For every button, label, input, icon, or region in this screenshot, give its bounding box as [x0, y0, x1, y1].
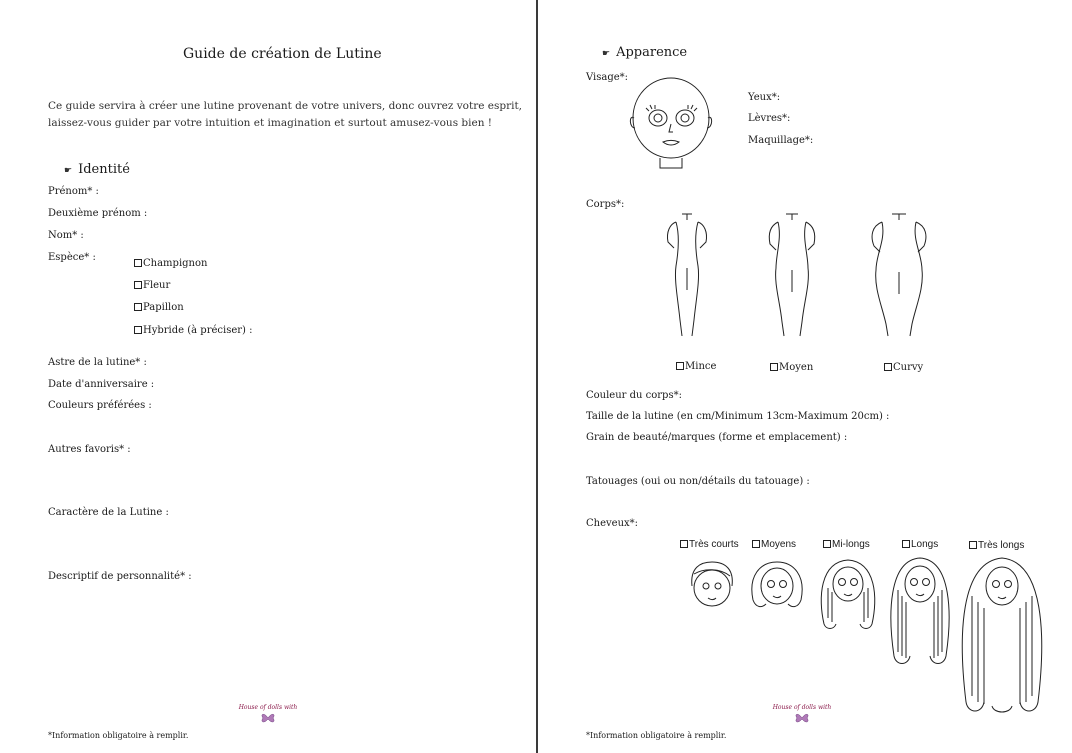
deuxieme-prenom-label: Deuxième prénom : [48, 208, 148, 219]
checkbox-icon[interactable] [752, 540, 760, 548]
visage-label: Visage*: [586, 72, 629, 83]
page-title: Guide de création de Lutine [183, 46, 382, 62]
footnote: *Information obligatoire à remplir. [586, 731, 727, 740]
yeux-label: Yeux*: [748, 92, 781, 103]
species-option-champignon[interactable] [134, 258, 207, 269]
personnalite-label: Descriptif de personnalité* : [48, 571, 192, 582]
checkbox-icon[interactable] [134, 281, 142, 289]
logo-text: House of dolls with [772, 704, 832, 711]
species-option-fleur[interactable] [134, 280, 170, 291]
pointing-hand-icon: ☛ [64, 166, 73, 176]
body-option-label: Curvy [893, 362, 924, 373]
hair-option-longs[interactable] [902, 539, 938, 550]
body-option-mince[interactable] [676, 361, 716, 372]
body-option-moyen[interactable] [770, 362, 813, 373]
intro-line-2: laissez-vous guider par votre intuition et imagination et surtout amusez-vous bien ! [48, 117, 493, 129]
body-option-curvy[interactable] [884, 362, 923, 373]
hair-medium-illustration [748, 560, 806, 612]
checkbox-icon[interactable] [134, 259, 142, 267]
right-page [538, 0, 1072, 753]
body-option-label: Moyen [779, 362, 814, 373]
maquillage-label: Maquillage*: [748, 135, 814, 146]
nom-label: Nom* : [48, 230, 84, 241]
butterfly-icon [794, 712, 810, 724]
grain-beaute-label: Grain de beauté/marques (forme et emplacement) : [586, 432, 848, 443]
checkbox-icon[interactable] [770, 363, 778, 371]
hair-very-short-illustration [686, 560, 738, 608]
hair-option-label: Très courts [689, 539, 739, 550]
prenom-label: Prénom* : [48, 186, 99, 197]
pointing-hand-icon: ☛ [602, 49, 611, 59]
footnote: *Information obligatoire à remplir. [48, 731, 189, 740]
appearance-heading [602, 45, 687, 60]
brand-logo [238, 704, 298, 724]
body-medium-illustration [764, 210, 820, 340]
identity-heading-label: Identité [78, 162, 130, 177]
astre-label: Astre de la lutine* : [48, 357, 147, 368]
couleurs-label: Couleurs préférées : [48, 400, 152, 411]
hair-option-tres-courts[interactable] [680, 539, 739, 550]
species-option-papillon[interactable] [134, 302, 184, 313]
espece-label: Espèce* : [48, 252, 96, 263]
couleur-corps-label: Couleur du corps*: [586, 390, 682, 401]
checkbox-icon[interactable] [676, 362, 684, 370]
species-option-label: Fleur [143, 280, 171, 291]
cheveux-label: Cheveux*: [586, 518, 639, 529]
corps-label: Corps*: [586, 199, 625, 210]
intro-line-1: Ce guide servira à créer une lutine provenant de votre univers, donc ouvrez votre esprit, [48, 100, 523, 112]
species-option-label: Papillon [143, 302, 184, 313]
hair-option-label: Moyens [761, 539, 797, 550]
species-option-label: Hybride (à préciser) : [143, 325, 253, 336]
hair-long-illustration [888, 556, 952, 668]
species-option-hybride[interactable] [134, 325, 252, 336]
checkbox-icon[interactable] [134, 326, 142, 334]
body-curvy-illustration [868, 210, 930, 340]
checkbox-icon[interactable] [134, 303, 142, 311]
hair-option-mi-longs[interactable] [823, 539, 870, 550]
hair-option-tres-longs[interactable] [969, 540, 1024, 551]
tatouages-label: Tatouages (oui ou non/détails du tatouage) : [586, 476, 810, 487]
checkbox-icon[interactable] [823, 540, 831, 548]
hair-option-label: Très longs [978, 540, 1025, 551]
appearance-heading-label: Apparence [616, 45, 688, 60]
checkbox-icon[interactable] [884, 363, 892, 371]
butterfly-icon [260, 712, 276, 724]
identity-heading [64, 162, 130, 177]
body-option-label: Mince [685, 361, 717, 372]
favoris-label: Autres favoris* : [48, 444, 131, 455]
checkbox-icon[interactable] [969, 541, 977, 549]
caractere-label: Caractère de la Lutine : [48, 507, 169, 518]
checkbox-icon[interactable] [902, 540, 910, 548]
anniversaire-label: Date d'anniversaire : [48, 379, 155, 390]
face-illustration [628, 76, 718, 170]
hair-mid-long-illustration [818, 558, 878, 632]
hair-option-label: Longs [911, 539, 939, 550]
brand-logo [772, 704, 832, 724]
taille-label: Taille de la lutine (en cm/Minimum 13cm-Maximum 20cm) : [586, 411, 890, 422]
species-option-label: Champignon [143, 258, 208, 269]
hair-option-moyens[interactable] [752, 539, 796, 550]
body-slim-illustration [662, 210, 712, 340]
checkbox-icon[interactable] [680, 540, 688, 548]
logo-text: House of dolls with [238, 704, 298, 711]
hair-very-long-illustration [960, 556, 1044, 716]
levres-label: Lèvres*: [748, 113, 791, 124]
hair-option-label: Mi-longs [832, 539, 870, 550]
